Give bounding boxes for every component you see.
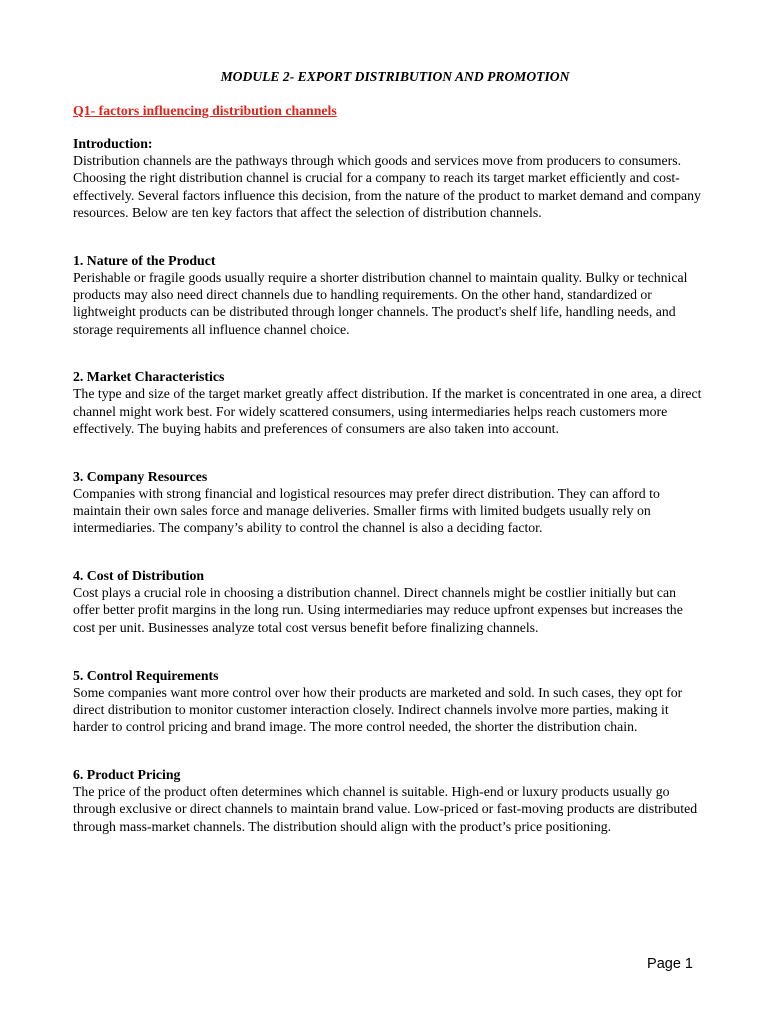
section-text: The type and size of the target market greatly affect distribution. If the market is concentrated in one area, a direct channel might work best. For widely scattered consumers, using intermediaries helps reach customers more effectively. The buying habits and preferences of consumers are also taken into account. xyxy=(73,386,702,436)
section-heading: 4. Cost of Distribution xyxy=(73,568,205,584)
section-heading: 2. Market Characteristics xyxy=(73,369,225,385)
introduction-block xyxy=(73,135,703,221)
introduction-text: Distribution channels are the pathways through which goods and services move from producers to consumers. Choosing the right distribution channel is crucial for a company to reach its target market efficiently and cost-effectively. Several factors influence this decision, from the nature of the product to market demand and company resources. Below are ten key factors that affect the selection of distribution channels. xyxy=(73,153,701,220)
section-product-pricing xyxy=(73,766,703,835)
section-text: The price of the product often determines which channel is suitable. High-end or luxury products usually go through exclusive or direct channels to maintain brand value. Low-priced or fast-moving products are distributed through mass-market channels. The distribution should align with the product’s price positioning. xyxy=(73,783,698,834)
section-cost-of-distribution xyxy=(73,567,703,636)
section-company-resources xyxy=(73,468,703,537)
section-heading: 6. Product Pricing xyxy=(73,766,181,782)
section-text: Companies with strong financial and logistical resources may prefer direct distribution. They can afford to maintain their own sales force and manage deliveries. Smaller firms with limited budgets usually rely on intermediaries. The company’s ability to control the channel is also a deciding factor. xyxy=(73,485,660,536)
section-text: Perishable or fragile goods usually require a shorter distribution channel to maintain quality. Bulky or technical products may also need direct channels due to handling requirements. On the other hand, standardized or lightweight products can be distributed through longer channels. The product's shelf life, handling needs, and storage requirements all influence channel choice. xyxy=(73,269,688,337)
section-text: Cost plays a crucial role in choosing a distribution channel. Direct channels might be costlier initially but can offer better profit margins in the long run. Using intermediaries may reduce upfront expenses but increases the cost per unit. Businesses analyze total cost versus benefit before finalizing channels. xyxy=(73,585,683,635)
page-content xyxy=(73,68,703,835)
section-nature-of-product xyxy=(73,252,703,338)
section-heading: 1. Nature of the Product xyxy=(73,252,216,268)
page-number: Page 1 xyxy=(647,956,693,972)
module-title: MODULE 2- EXPORT DISTRIBUTION AND PROMOTION xyxy=(220,69,570,84)
section-control-requirements xyxy=(73,667,703,736)
section-heading: 5. Control Requirements xyxy=(73,667,219,683)
introduction-heading: Introduction: xyxy=(73,136,153,151)
section-heading: 3. Company Resources xyxy=(73,468,208,484)
question-heading: Q1- factors influencing distribution channels xyxy=(73,103,337,118)
section-text: Some companies want more control over how their products are marketed and sold. In such cases, they opt for direct distribution to monitor customer interaction closely. Indirect channels involve more parties, making it harder to control pricing and brand image. The more control needed, the shorter the distribution chain. xyxy=(73,684,683,735)
section-market-characteristics xyxy=(73,368,703,437)
